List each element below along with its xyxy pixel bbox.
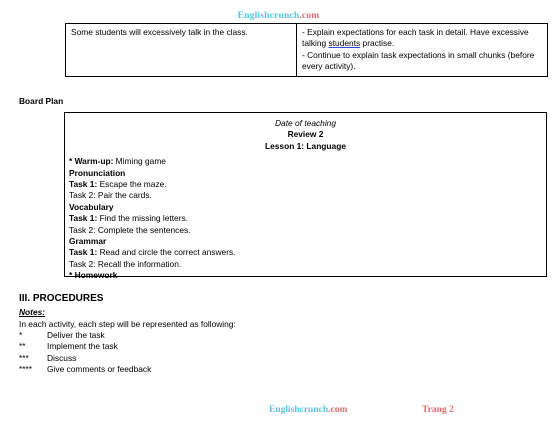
task-label: Task 1: <box>69 179 98 190</box>
task-text: Escape the maze. <box>97 179 167 190</box>
step-text: Deliver the task <box>47 330 105 340</box>
header-watermark <box>0 11 557 22</box>
board-plan-box <box>64 112 547 281</box>
vocabulary-heading: Vocabulary <box>69 201 114 212</box>
solution-text-a: - Explain expectations for each task in detail. Have excessive talking <box>302 27 529 49</box>
problem-cell <box>66 24 297 77</box>
procedures-intro: In each activity, each step will be represented as following: <box>19 319 236 329</box>
task-text: Find the missing letters. <box>97 213 189 224</box>
page-number: Trang 2 <box>422 405 454 415</box>
grammar-heading: Grammar <box>69 236 107 247</box>
warmup-text: Miming game <box>113 156 166 167</box>
solution-line-1 <box>302 27 542 50</box>
task-text: Read and circle the correct answers. <box>97 247 236 258</box>
step-mark: ** <box>19 341 26 352</box>
footer-brand: Englishcrunch <box>269 405 329 415</box>
list-item <box>19 341 151 352</box>
pronunciation-task-2: Task 2: Pair the cards. <box>69 190 152 201</box>
step-text: Implement the task <box>47 341 118 352</box>
footer-domain: .com <box>328 405 348 415</box>
solution-underlined-word: students <box>328 38 361 49</box>
task-label: Task 1: <box>69 247 98 258</box>
watermark-brand: Englishcrunch <box>237 11 300 21</box>
list-item <box>19 364 151 375</box>
list-item <box>19 353 151 364</box>
warmup-line <box>69 156 542 167</box>
vocabulary-task-1 <box>69 213 542 224</box>
anticipated-problems-table <box>65 23 548 77</box>
solution-cell <box>297 24 548 77</box>
warmup-label: * Warm-up: <box>69 156 114 167</box>
problem-text: Some students will excessively talk in the class. <box>71 27 248 37</box>
step-mark: **** <box>19 364 33 375</box>
homework-line: * Homework <box>69 270 118 281</box>
lesson-title: Lesson 1: Language <box>265 140 346 151</box>
step-mark: *** <box>19 352 29 363</box>
task-label: Task 1: <box>69 213 98 224</box>
notes-label: Notes: <box>19 307 46 317</box>
step-text: Discuss <box>47 352 77 363</box>
footer-watermark <box>269 405 347 416</box>
board-plan-label: Board Plan <box>19 96 64 106</box>
step-text: Give comments or feedback <box>47 364 152 375</box>
solution-text-b: practise. <box>360 38 395 49</box>
review-title: Review 2 <box>287 129 324 140</box>
list-item <box>19 330 151 341</box>
table-row <box>66 24 548 77</box>
step-mark: * <box>19 330 23 340</box>
date-of-teaching: Date of teaching <box>275 118 336 128</box>
step-legend <box>19 330 151 376</box>
procedures-title: III. PROCEDURES <box>19 293 104 304</box>
grammar-task-1 <box>69 247 542 258</box>
pronunciation-task-1 <box>69 179 542 190</box>
pronunciation-heading: Pronunciation <box>69 167 126 178</box>
watermark-domain: .com <box>299 11 320 21</box>
vocabulary-task-2: Task 2: Complete the sentences. <box>69 224 191 235</box>
grammar-task-2: Task 2: Recall the information. <box>69 258 182 269</box>
solution-line-2: - Continue to explain task expectations in small chunks (before every activity). <box>302 49 535 72</box>
